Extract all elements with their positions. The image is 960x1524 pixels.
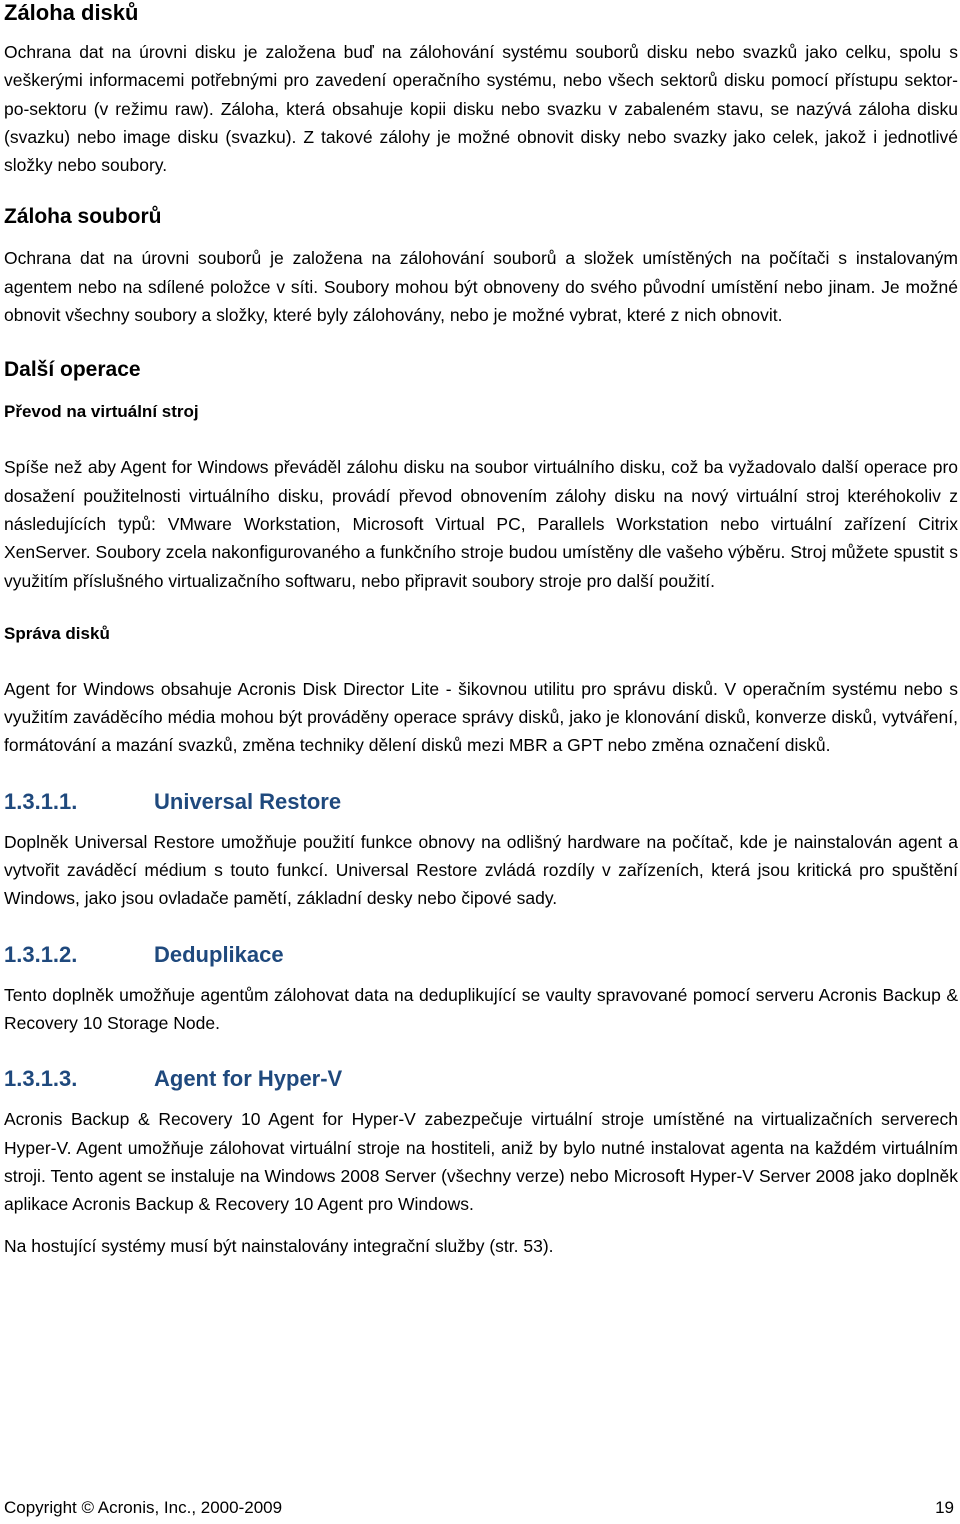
paragraph-deduplication: Tento doplněk umožňuje agentům zálohovat data na deduplikující se vaulty spravované pomocí serveru Acronis Backup & Recovery 10 Storage Node. <box>4 984 958 1033</box>
heading-vm-conversion: Převod na virtuální stroj <box>4 402 199 422</box>
footer-page-number: 19 <box>935 1498 954 1517</box>
heading-deduplication <box>4 941 958 969</box>
section-title: Deduplikace <box>154 941 284 967</box>
section-number: 1.3.1.1. <box>4 788 78 814</box>
heading-file-backup: Záloha souborů <box>4 205 162 229</box>
heading-other-operations: Další operace <box>4 358 141 382</box>
heading-universal-restore <box>4 788 958 816</box>
heading-agent-hyperv <box>4 1065 958 1093</box>
footer-copyright: Copyright © Acronis, Inc., 2000-2009 <box>4 1498 283 1517</box>
paragraph-universal-restore: Doplněk Universal Restore umožňuje použití funkce obnovy na odlišný hardware na počítač, kde je nainstalován agent a vytvořit zaváděcí médium s touto funkcí. Universal Restore zvládá rozdíly v zařízeních, která jsou kritická pro spuštění Windows, jako jsou ovladače pamětí, základní desky nebo čipové sady. <box>4 831 958 909</box>
heading-disk-management: Správa disků <box>4 623 110 643</box>
paragraph-vm-conversion: Spíše než aby Agent for Windows převáděl zálohu disku na soubor virtuálního disku, což ba vyžadovalo další operace pro dosažení použitelnosti virtuálního disku, provádí převod obnovením zálohy disku na nový virtuální stroj kteréhokoliv z následujících typů: VMware Workstation, Microsoft Virtual PC, Parallels Workstation nebo virtuální zařízení Citrix XenServer. Soubory zcela nakonfigurovaného a funkčního stroje budou umístěny dle vašeho výběru. Stroj můžete spustit s využitím příslušného virtualizačního softwaru, nebo připravit soubory stroje pro další použití. <box>4 457 958 591</box>
paragraph-file-backup: Ochrana dat na úrovni souborů je založena na zálohování souborů a složek umístěných na počítači s instalovaným agentem nebo na sdílené položce v síti. Soubory mohou být obnoveny do svého původní umístění nebo jinam. Je možné obnovit všechny soubory a složky, které byly zálohovány, nebo je možné vybrat, které z nich obnovit. <box>4 248 958 326</box>
paragraph-disk-backup: Ochrana dat na úrovni disku je založena buď na zálohování systému souborů disku nebo svazků jako celku, spolu s veškerými informacemi potřebnými pro zavedení operačního systému, nebo všech sektorů disku pomocí přístupu sektor-po-sektoru (v režimu raw). Záloha, která obsahuje kopii disku nebo svazku v zabaleném stavu, se nazývá záloha disku (svazku) nebo image disku (svazku). Z takové zálohy je možné obnovit disky nebo svazky jako celek, jakož i jednotlivé složky nebo soubory. <box>4 42 958 176</box>
paragraph-agent-hyperv: Acronis Backup & Recovery 10 Agent for Hyper-V zabezpečuje virtuální stroje umístěné na virtualizačních serverech Hyper-V. Agent umožňuje zálohovat virtuální stroje na hostiteli, aniž by bylo nutné instalovat agenta na každém virtuálním stroji. Tento agent se instaluje na Windows 2008 Server (všechny verze) nebo Microsoft Hyper-V Server 2008 jako doplněk aplikace Acronis Backup & Recovery 10 Agent pro Windows. <box>4 1109 958 1215</box>
paragraph-integration-note: Na hostující systémy musí být nainstalovány integrační služby (str. 53). <box>4 1236 554 1257</box>
section-title: Universal Restore <box>154 788 342 814</box>
page-footer <box>4 1497 954 1519</box>
section-title: Agent for Hyper-V <box>154 1066 343 1092</box>
paragraph-disk-management: Agent for Windows obsahuje Acronis Disk Director Lite - šikovnou utilitu pro správu disků. V operačním systému nebo s využitím zaváděcího média mohou být prováděny operace správy disků, jako je klonování disků, konverze disků, vytváření, formátování a mazání svazků, změna techniky dělení disků mezi MBR a GPT nebo změna označení disků. <box>4 678 958 756</box>
document-page <box>4 0 958 1261</box>
heading-disk-backup: Záloha disků <box>4 0 139 25</box>
section-number: 1.3.1.2. <box>4 941 78 967</box>
section-number: 1.3.1.3. <box>4 1066 78 1092</box>
